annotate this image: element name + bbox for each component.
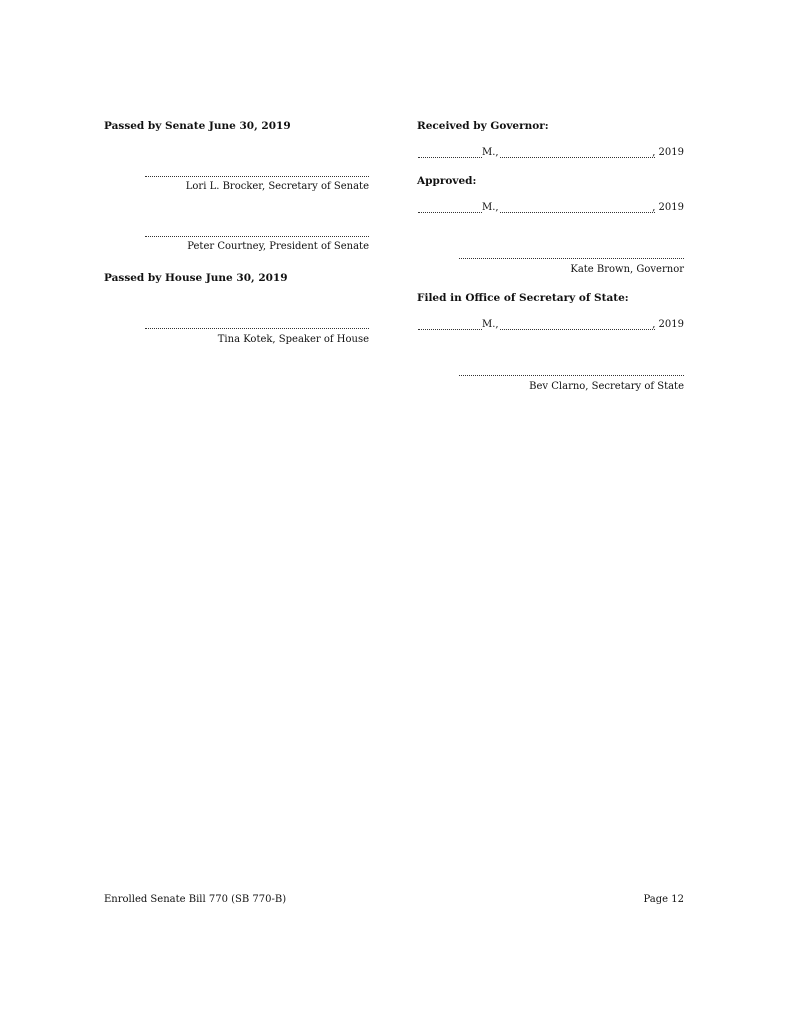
senate-secretary-name: Lori L. Brocker, Secretary of Senate [185, 181, 369, 192]
received-by-governor-heading: Received by Governor: [417, 120, 549, 132]
senate-president-signature-line [145, 236, 369, 237]
filed-office-heading: Filed in Office of Secretary of State: [417, 292, 629, 304]
footer-page-number: Page 12 [643, 894, 684, 905]
footer-bill-label: Enrolled Senate Bill 770 (SB 770-B) [104, 894, 287, 905]
senate-president-name: Peter Courtney, President of Senate [187, 241, 369, 252]
approved-m-label: M., [482, 202, 499, 213]
approved-date-line [418, 202, 684, 216]
governor-signature-line [459, 258, 684, 259]
senate-passed-heading: Passed by Senate June 30, 2019 [104, 120, 291, 132]
received-date-blank [500, 157, 655, 158]
filed-time-blank [418, 329, 482, 330]
house-passed-heading: Passed by House June 30, 2019 [104, 272, 288, 284]
secretary-of-state-signature-line [459, 375, 684, 376]
filed-m-label: M., [482, 319, 499, 330]
received-time-blank [418, 157, 482, 158]
filed-date-blank [500, 329, 655, 330]
secretary-of-state-name: Bev Clarno, Secretary of State [529, 381, 684, 392]
senate-secretary-signature-line [145, 176, 369, 177]
received-m-label: M., [482, 147, 499, 158]
received-date-line [418, 147, 684, 161]
house-speaker-name: Tina Kotek, Speaker of House [217, 334, 369, 345]
filed-year: , 2019 [652, 319, 684, 330]
approved-year: , 2019 [652, 202, 684, 213]
approved-heading: Approved: [417, 175, 477, 187]
approved-time-blank [418, 212, 482, 213]
governor-name: Kate Brown, Governor [570, 264, 684, 275]
received-year: , 2019 [652, 147, 684, 158]
house-speaker-signature-line [145, 328, 369, 329]
filed-date-line [418, 319, 684, 333]
approved-date-blank [500, 212, 655, 213]
